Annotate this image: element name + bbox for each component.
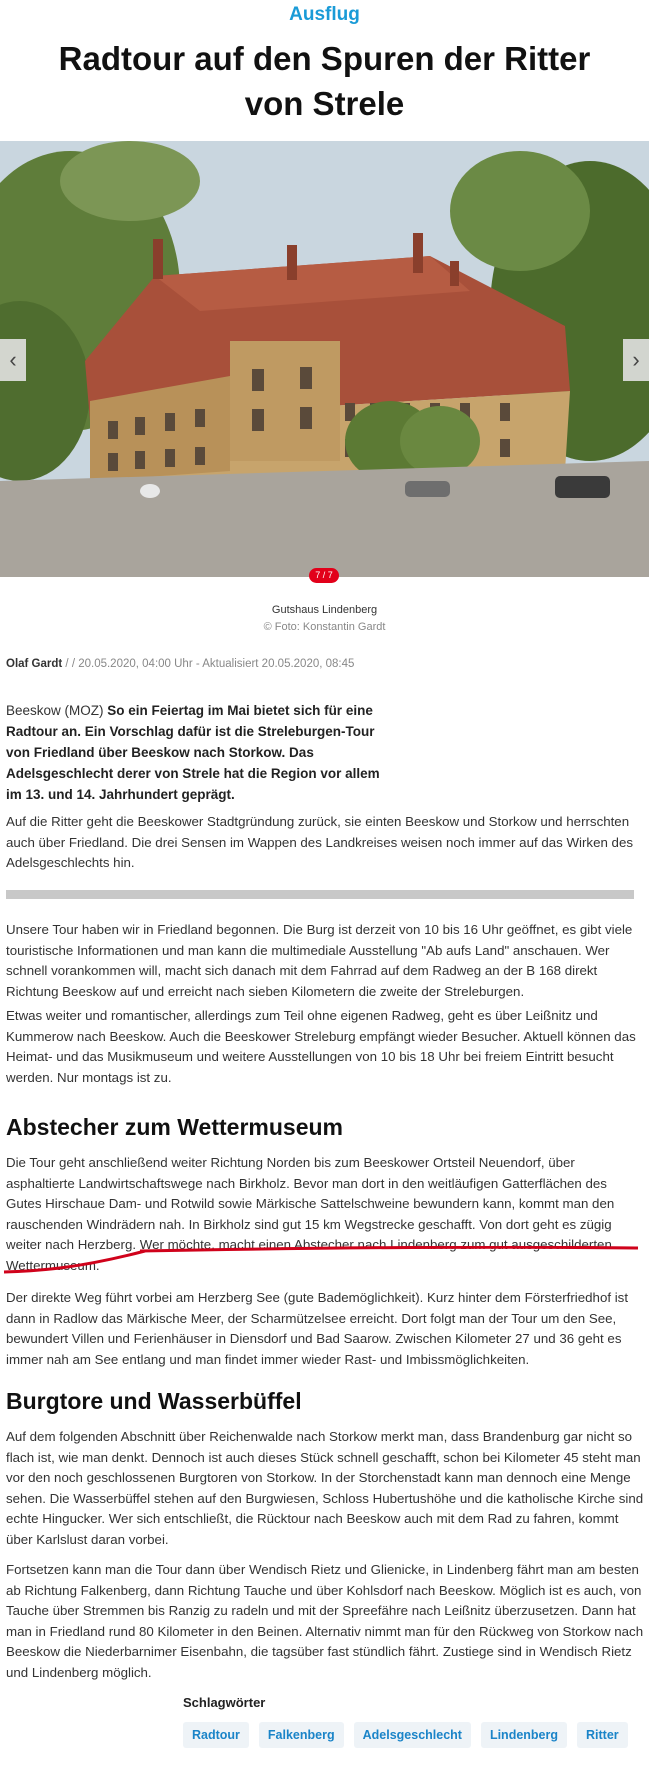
author-name[interactable]: Olaf Gardt bbox=[6, 658, 63, 670]
gallery-image[interactable] bbox=[0, 141, 649, 577]
paragraph-1: Auf die Ritter geht die Beeskower Stadtgründung zurück, sie einten Beeskow und Storkow und herrschten auch über Friedland. Die drei Sensen im Wappen des Landkreises weisen noch immer auf das Wirken des Adelsgeschlechts hin. bbox=[6, 814, 633, 870]
tags-label: Schlagwörter bbox=[183, 1695, 266, 1710]
paragraph-7: Fortsetzen kann man die Tour dann über Wendisch Rietz und Glienicke, in Lindenberg fährt man am besten ab Richtung Falkenberg, dann Richtung Tauche und über Kohlsdorf nach Beeskow. Möglich ist es auch, von Tauche über Stremmen bis Ranzig zu radeln und mit der Spreefähre nach Leißnitz überzusetzen. Dann hat man in Friedland rund 80 Kilometer in den Beinen. Alternativ nimmt man für den Rückweg von Storkow nach Beeskow die Niederbarnimer Eisenbahn, die tagsüber fast stündlich fährt. Zustiege sind in Wendisch Rietz und Lindenberg möglich. bbox=[6, 1562, 644, 1680]
tag-lindenberg[interactable]: Lindenberg bbox=[481, 1722, 567, 1748]
chevron-right-icon: › bbox=[632, 347, 640, 372]
article-kicker: Ausflug bbox=[289, 4, 360, 25]
image-caption: Gutshaus Lindenberg bbox=[271, 604, 378, 616]
paragraph-5: Der direkte Weg führt vorbei am Herzberg See (gute Bademöglichkeit). Kurz hinter dem Försterfriedhof ist dann in Radlow das Märkische Meer, der Scharmützelsee erreicht. Dort folgt man der Tour um den See, bewundert Villen und Ferienhäuser in Diensdorf und Bad Saarow. Zwischen Kilometer 27 und 36 geht es immer nah am See entlang und man findet immer wieder Rast- und Imbissmöglichkeiten. bbox=[6, 1290, 629, 1367]
tag-adelsgeschlecht[interactable]: Adelsgeschlecht bbox=[354, 1722, 471, 1748]
image-credit: © Foto: Konstantin Gardt bbox=[263, 621, 386, 633]
lead-text: So ein Feiertag im Mai bietet sich für eine Radtour an. Ein Vorschlag dafür ist die Streleburgen-Tour von Friedland über Beeskow nach Storkow. Das Adelsgeschlecht derer von Strele hat die Region vor allem im 13. und 14. Jahrhundert geprägt. bbox=[6, 703, 380, 802]
tag-radtour[interactable]: Radtour bbox=[183, 1722, 249, 1748]
subheading-wettermuseum: Abstecher zum Wettermuseum bbox=[6, 1114, 343, 1140]
subheading-burgtore: Burgtore und Wasserbüffel bbox=[6, 1388, 302, 1414]
publish-meta: / / 20.05.2020, 04:00 Uhr - Aktualisiert 20.05.2020, 08:45 bbox=[62, 658, 355, 670]
article-lead bbox=[6, 700, 396, 805]
paragraph-4: Die Tour geht anschließend weiter Richtung Norden bis zum Beeskower Ortsteil Neuendorf, über asphaltierte Landwirtschaftswege nach Birkholz. Bevor man dort in den weitläufigen Gatterflächen des Gutes Hirschaue Dam- und Rotwild sowie Märkische Sattelschweine bewundern kann, kommt man den rauschenden Windrädern nah. In Birkholz sind gut 15 km Wegstrecke geschafft. Von dort geht es zügig weiter nach Herzberg. Wer möchte, macht einen Abstecher nach Lindenberg zum gut ausgeschilderten Wettermuseum. bbox=[6, 1155, 615, 1273]
paragraph-2: Unsere Tour haben wir in Friedland begonnen. Die Burg ist derzeit von 10 bis 16 Uhr geöffnet, es gibt viele touristische Informationen und man kann die multimediale Ausstellung "Ab aufs Land" anschauen. Wer schnell vorankommen will, macht sich danach mit dem Fahrrad auf dem Radweg an der B 168 direkt Richtung Beeskow auf und erreicht nach sieben Kilometern die zweite der Streleburgen. bbox=[6, 922, 633, 999]
gallery-next-button[interactable] bbox=[623, 339, 649, 381]
paragraph-3: Etwas weiter und romantischer, allerdings zum Teil ohne eigenen Radweg, geht es über Leißnitz und Kummerow nach Beeskow. Auch die Beeskower Streleburg empfängt wieder Besucher. Aktuell können das Heimat- und das Musikmuseum und weitere Ausstellungen von 10 bis 18 Uhr bei freiem Eintritt besucht werden. Nur montags ist zu. bbox=[6, 1008, 636, 1085]
manor-house-photo bbox=[0, 141, 649, 577]
tag-falkenberg[interactable]: Falkenberg bbox=[259, 1722, 344, 1748]
tag-ritter[interactable]: Ritter bbox=[577, 1722, 628, 1748]
red-underline-annotation bbox=[0, 1246, 649, 1274]
content-divider bbox=[6, 890, 634, 899]
tags-list bbox=[183, 1722, 628, 1748]
byline bbox=[6, 658, 354, 670]
paragraph-6: Auf dem folgenden Abschnitt über Reichenwalde nach Storkow merkt man, dass Brandenburg gar nicht so flach ist, wie man denkt. Dennoch ist auch dieses Stück schnell geschafft, schon bei Kilometer 45 steht man vor den noch geschlossenen Burgtoren von Storkow. In der Storchenstadt kann man dennoch eine Menge sehen. Die Wasserbüffel stehen auf den Burgwiesen, Schloss Hubertushöhe und die katholische Kirche sind echte Hingucker. Wer sich entschließt, die Rücktour nach Beeskow auch mit dem Rad zu fahren, kommt über Karlslust daran vorbei. bbox=[6, 1429, 644, 1547]
lead-location: Beeskow (MOZ) bbox=[6, 703, 108, 718]
gallery-prev-button[interactable] bbox=[0, 339, 26, 381]
article-title: Radtour auf den Spuren der Ritter von Strele bbox=[58, 40, 591, 122]
gallery-counter-badge: 7 / 7 bbox=[309, 568, 339, 583]
chevron-left-icon: ‹ bbox=[9, 347, 17, 372]
